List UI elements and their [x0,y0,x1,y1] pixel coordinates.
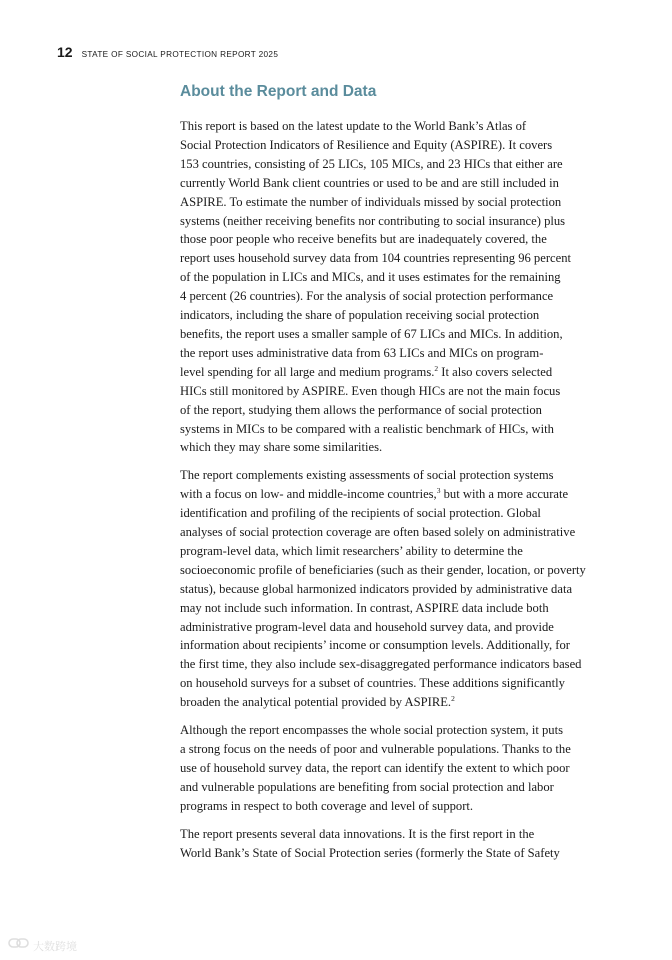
text-line: level spending for all large and medium programs.$^2$ It also covers selected [180,363,553,379]
main-content [180,82,598,871]
text-line: may not include such information. In contrast, ASPIRE data include both [180,600,549,615]
text-line: systems in MICs to be compared with a realistic benchmark of HICs, with [180,421,554,436]
text-line: of the population in LICs and MICs, and it uses estimates for the remaining [180,270,561,285]
page-number: 12 [57,44,73,60]
text-line: identification and profiling of the recipients of social protection. Global [180,506,541,521]
text-line: This report is based on the latest update to the World Bank’s Atlas of [180,119,527,133]
text-line: systems (neither receiving benefits nor contributing to social insurance) plus [180,213,566,228]
section-title: About the Report and Data [180,83,377,100]
text-line: ASPIRE. To estimate the number of individuals missed by social protection [180,194,562,209]
paragraph [180,825,598,863]
footnote-ref[interactable]: 3 [436,486,441,496]
footnote-ref[interactable]: 2 [451,694,455,704]
running-header [57,44,278,60]
text-line: program-level data, which limit researchers’ ability to determine the [180,543,523,558]
paragraph [180,117,598,457]
text-line: those poor people who receive benefits but are inadequately covered, the [180,232,547,247]
watermark [8,936,77,955]
text-line: analyses of social protection coverage are often based solely on administrative [180,525,576,540]
text-line: currently World Bank client countries or used to be and are still included in [180,175,559,190]
text-line: information about recipients’ income or consumption levels. Additionally, for [180,638,570,653]
text-line: 4 percent (26 countries). For the analysis of social protection performance [180,289,554,304]
footnote-ref[interactable]: 2 [434,363,439,373]
text-line: on household surveys for a subset of countries. These additions significantly [180,676,565,691]
text-line: Social Protection Indicators of Resilience and Equity (ASPIRE). It covers [180,137,553,152]
text-line: which they may share some similarities. [180,440,383,455]
text-line: the report uses administrative data from 63 LICs and MICs on program- [180,345,544,360]
text-line: the first time, they also include sex-disaggregated performance indicators based [180,657,582,672]
text-line: use of household survey data, the report can identify the extent to which poor [180,760,570,775]
text-line: The report complements existing assessments of social protection systems [180,468,554,483]
text-line: of the report, studying them allows the performance of social protection [180,402,542,417]
text-line: World Bank’s State of Social Protection series (formerly the State of Safety [180,845,560,860]
text-line: socioeconomic profile of beneficiaries (such as their gender, location, or poverty [180,562,586,577]
text-line: and vulnerable populations are benefiting from social protection and labor [180,779,554,794]
text-line: with a focus on low- and middle-income countries,$^3$ but with a more accurate [180,486,569,502]
report-title: STATE OF SOCIAL PROTECTION REPORT 2025 [81,50,279,59]
text-line: The report presents several data innovations. It is the first report in the [180,826,535,841]
text-line: report uses household survey data from 104 countries representing 96 percent [180,251,571,266]
text-line: administrative program-level data and household survey data, and provide [180,619,554,634]
text-line: indicators, including the share of population receiving social protection [180,308,540,323]
text-line: 153 countries, consisting of 25 LICs, 105 MICs, and 23 HICs that either are [180,156,563,171]
text-line: Although the report encompasses the whole social protection system, it puts [180,723,563,738]
paragraph [180,721,598,816]
text-line: broaden the analytical potential provided by ASPIRE.$^2$ [180,694,455,710]
text-line: HICs still monitored by ASPIRE. Even though HICs are not the main focus [180,383,561,398]
text-line: programs in respect to both coverage and level of support. [180,798,474,813]
text-line: status), because global harmonized indicators provided by administrative data [180,581,573,596]
watermark-text: 大数跨境 [33,939,77,953]
text-line: benefits, the report uses a smaller sample of 67 LICs and MICs. In addition, [180,326,563,341]
text-line: a strong focus on the needs of poor and vulnerable populations. Thanks to the [180,742,571,756]
paragraph [180,466,598,712]
chain-link-icon [8,936,30,955]
